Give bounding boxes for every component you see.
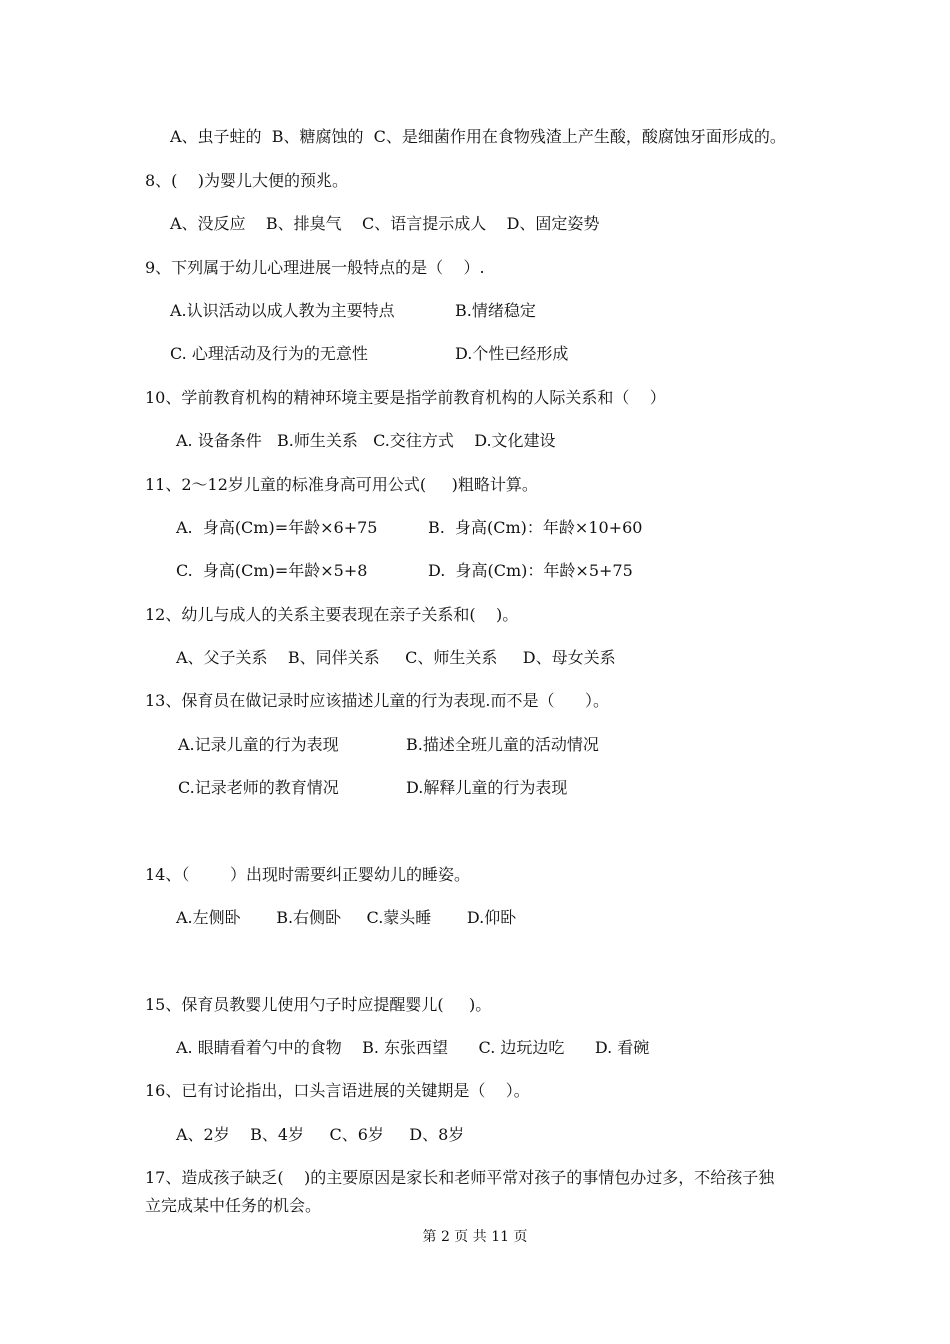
question-17-continuation: 立完成某中任务的机会。 bbox=[145, 1196, 322, 1215]
q14-options: A.左侧卧 B.右侧卧 C.蒙头睡 D.仰卧 bbox=[176, 908, 517, 927]
question-12: 12、幼儿与成人的关系主要表现在亲子关系和( )。 bbox=[145, 605, 519, 624]
q15-options: A. 眼睛看着勺中的食物 B. 东张西望 C. 边玩边吃 D. 看碗 bbox=[176, 1038, 650, 1057]
q9-option-b: B.情绪稳定 bbox=[455, 301, 536, 320]
q7-options: A、虫子蛀的 B、糖腐蚀的 C、是细菌作用在食物残渣上产生酸，酸腐蚀牙面形成的。 bbox=[170, 127, 786, 146]
q13-option-d: D.解释儿童的行为表现 bbox=[406, 778, 568, 797]
q11-option-d: D. 身高(Cm)：年龄×5+75 bbox=[428, 561, 633, 580]
q12-options: A、父子关系 B、同伴关系 C、师生关系 D、母女关系 bbox=[176, 648, 616, 667]
q11-option-a: A. 身高(Cm)=年龄×6+75 bbox=[176, 518, 378, 537]
q10-options: A. 设备条件 B.师生关系 C.交往方式 D.文化建设 bbox=[176, 431, 556, 450]
question-14: 14、（ ）出现时需要纠正婴幼儿的睡姿。 bbox=[145, 865, 471, 884]
q11-option-b: B. 身高(Cm)：年龄×10+60 bbox=[428, 518, 643, 537]
question-9: 9、下列属于幼儿心理进展一般特点的是（ ）. bbox=[145, 258, 485, 277]
q13-option-a: A.记录儿童的行为表现 bbox=[178, 735, 339, 754]
q11-option-c: C. 身高(Cm)=年龄×5+8 bbox=[176, 561, 368, 580]
question-15: 15、保育员教婴儿使用勺子时应提醒婴儿( )。 bbox=[145, 995, 492, 1014]
q13-option-c: C.记录老师的教育情况 bbox=[178, 778, 339, 797]
page-footer: 第 2 页 共 11 页 bbox=[422, 1229, 528, 1245]
question-16: 16、已有讨论指出，口头言语进展的关键期是（ ）。 bbox=[145, 1081, 530, 1100]
question-8: 8、( )为婴儿大便的预兆。 bbox=[145, 171, 349, 190]
q9-option-a: A.认识活动以成人教为主要特点 bbox=[170, 301, 395, 320]
question-13: 13、保育员在做记录时应该描述儿童的行为表现.而不是（ ）。 bbox=[145, 691, 609, 710]
q9-option-c: C. 心理活动及行为的无意性 bbox=[170, 344, 368, 363]
q9-option-d: D.个性已经形成 bbox=[455, 344, 569, 363]
question-17: 17、造成孩子缺乏( )的主要原因是家长和老师平常对孩子的事情包办过多，不给孩子独 bbox=[145, 1168, 775, 1187]
q8-options: A、没反应 B、排臭气 C、语言提示成人 D、固定姿势 bbox=[170, 214, 600, 233]
q13-option-b: B.描述全班儿童的活动情况 bbox=[406, 735, 599, 754]
question-11: 11、2～12岁儿童的标准身高可用公式( )粗略计算。 bbox=[145, 475, 538, 494]
question-10: 10、学前教育机构的精神环境主要是指学前教育机构的人际关系和（ ） bbox=[145, 388, 666, 407]
q16-options: A、2岁 B、4岁 C、6岁 D、8岁 bbox=[176, 1125, 465, 1144]
